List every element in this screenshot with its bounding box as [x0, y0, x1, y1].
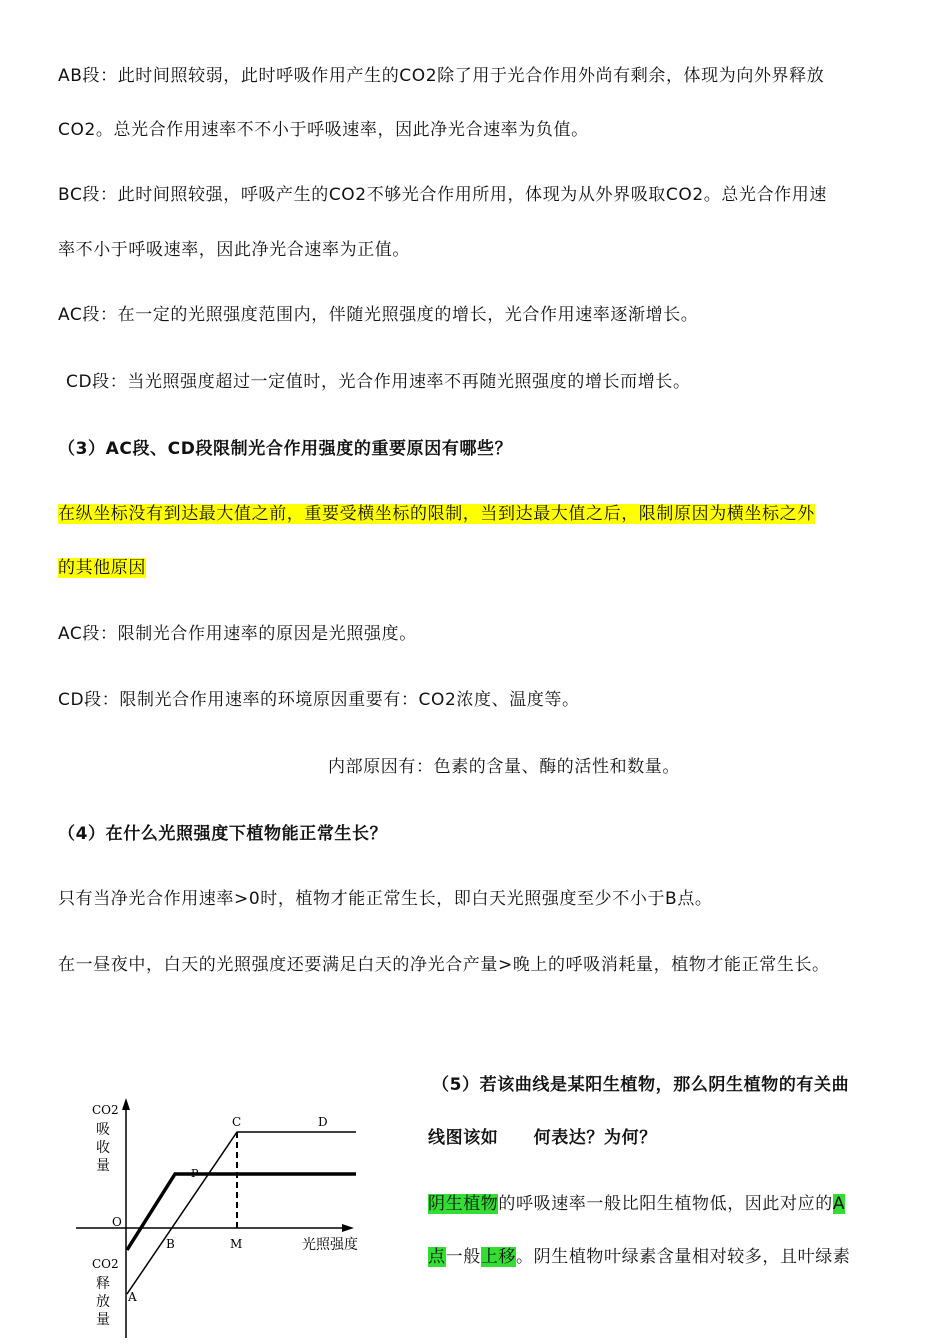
photosynthesis-curve-figure: [70, 1096, 370, 1340]
q5-answer-text-1: 的呼吸速率一般比阳生植物低，因此对应的: [498, 1194, 833, 1214]
point-highlight: 点: [428, 1247, 446, 1267]
question-5-line-2: 线图该如 何表达？为何？: [428, 1128, 657, 1148]
cd-line: CD段：当光照强度超过一定值时，光合作用速率不再随光照强度的增长而增长。: [66, 372, 691, 392]
q3-answer-line-1: [58, 502, 815, 526]
cd-limit-line: CD段：限制光合作用速率的环境原因重要有：CO2浓度、温度等。: [58, 690, 580, 710]
y-label-bottom-4: 量: [96, 1312, 110, 1328]
ab-line-1: AB段：此时间照较弱，此时呼吸作用产生的CO2除了用于光合作用外尚有剩余，体现为向外界释放: [58, 66, 825, 86]
point-a-label: A: [128, 1290, 137, 1304]
point-m-label: M: [230, 1237, 243, 1251]
y-axis-arrow: [122, 1098, 130, 1110]
y-label-top-4: 量: [96, 1158, 110, 1174]
point-o-label: O: [112, 1215, 122, 1229]
ac-line: AC段：在一定的光照强度范围内，伴随光照强度的增长，光合作用速率逐渐增长。: [58, 305, 699, 325]
q4-answer-2: 在一昼夜中，白天的光照强度还要满足白天的净光合产量>晚上的呼吸消耗量，植物才能正常生长。: [58, 955, 830, 975]
point-d-label: D: [318, 1115, 328, 1129]
q3-answer-highlight-1: 在纵坐标没有到达最大值之前，重要受横坐标的限制，当到达最大值之后，限制原因为横坐标之外: [58, 504, 815, 524]
bc-line-1: BC段：此时间照较强，呼吸产生的CO2不够光合作用所用，体现为从外界吸取CO2。总光合作用速: [58, 185, 827, 205]
x-axis-arrow: [342, 1224, 354, 1232]
y-label-top-3: 收: [96, 1140, 110, 1156]
y-label-bottom-1: CO2: [92, 1257, 119, 1271]
shade-plant-highlight: 阴生植物: [428, 1194, 499, 1214]
q5-answer-line-2: [428, 1245, 850, 1269]
point-p-label: P: [191, 1167, 199, 1180]
y-label-top-2: 吸: [96, 1122, 110, 1138]
ab-line-2: CO2。总光合作用速率不不小于呼吸速率，因此净光合速率为负值。: [58, 120, 589, 140]
q4-answer-1: 只有当净光合作用速率>0时，植物才能正常生长，即白天光照强度至少不小于B点。: [58, 889, 713, 909]
point-b-label: B: [166, 1237, 175, 1251]
point-a-highlight: A: [832, 1194, 846, 1214]
y-label-bottom-3: 放: [96, 1294, 110, 1310]
q5-answer-text-2: 一般: [445, 1247, 481, 1267]
q5-answer-line-1: [428, 1192, 845, 1216]
y-label-top-1: CO2: [92, 1103, 119, 1117]
bc-line-2: 率不小于呼吸速率，因此净光合速率为正值。: [58, 240, 410, 260]
y-label-bottom-2: 释: [96, 1276, 110, 1292]
move-up-highlight: 上移: [480, 1247, 517, 1267]
sun-plant-curve: [127, 1132, 356, 1294]
internal-factors-line: 内部原因有：色素的含量、酶的活性和数量。: [328, 757, 680, 777]
ac-limit-line: AC段：限制光合作用速率的原因是光照强度。: [58, 624, 417, 644]
question-3: （3）AC段、CD段限制光合作用强度的重要原因有哪些？: [58, 439, 513, 459]
q3-answer-line-2: [58, 556, 146, 580]
question-4: （4）在什么光照强度下植物能正常生长？: [58, 824, 388, 844]
x-axis-label: 光照强度: [302, 1237, 358, 1253]
point-c-label: C: [232, 1115, 242, 1129]
q5-answer-text-3: 。阴生植物叶绿素含量相对较多，且叶绿素: [516, 1247, 851, 1267]
question-5-line-1: （5）若该曲线是某阳生植物，那么阴生植物的有关曲: [432, 1075, 850, 1095]
q3-answer-highlight-2: 的其他原因: [58, 558, 146, 578]
